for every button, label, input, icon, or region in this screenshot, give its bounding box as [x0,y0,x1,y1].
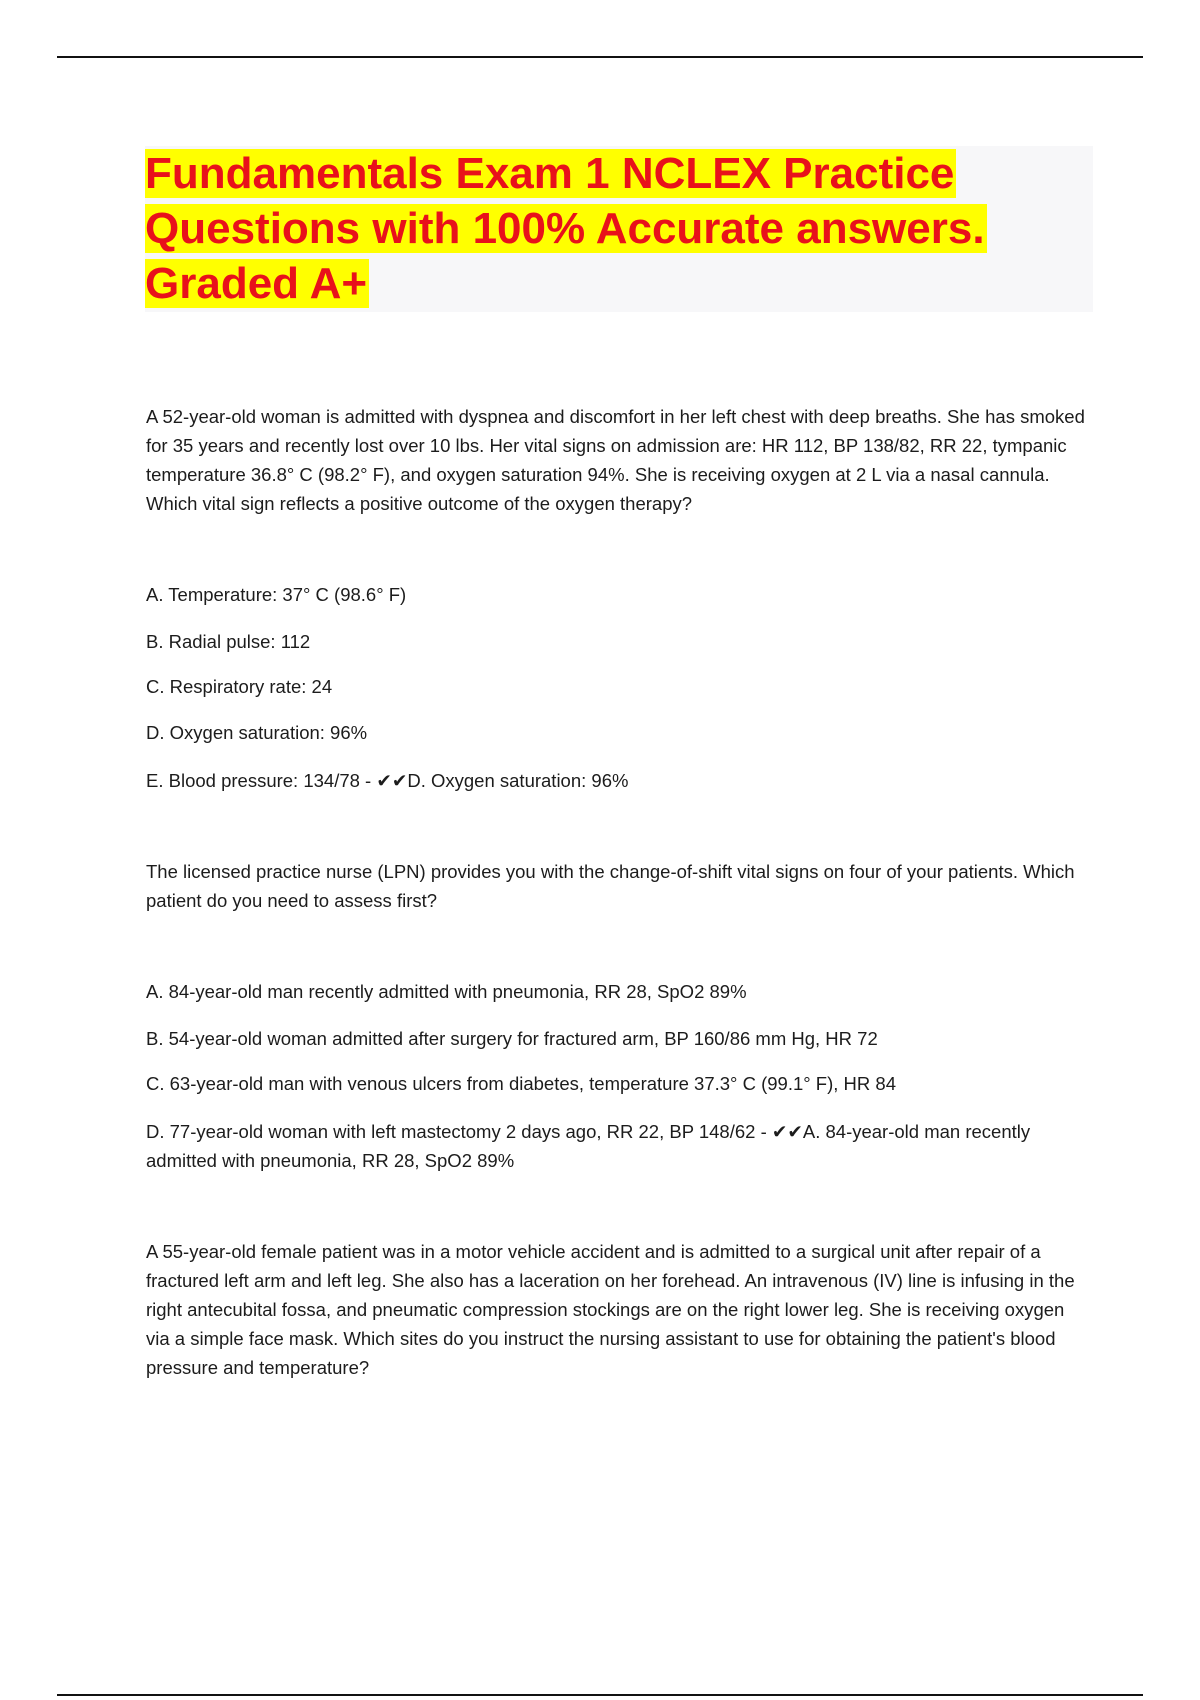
question-1-stem: A 52-year-old woman is admitted with dyspnea and discomfort in her left chest with deep breaths. She has smoked for 35 years and recently lost over 10 lbs. Her vital signs on admission are: HR 112, BP 138/82, RR 22, tympanic temperature 36.8° C (98.2° F), and oxygen saturation 94%. She is receiving oxygen at 2 L via a nasal cannula. Which vital sign reflects a positive outcome of the oxygen therapy? [146,406,1085,514]
footer-rule [57,1694,1143,1696]
question-1-option-a: A. Temperature: 37° C (98.6° F) [146,584,407,605]
question-1-option-e-answer: E. Blood pressure: 134/78 - ✔✔D. Oxygen saturation: 96% [146,770,629,791]
question-2-stem: The licensed practice nurse (LPN) provides you with the change-of-shift vital signs on four of your patients. Which patient do you need to assess first? [146,861,1075,911]
question-2-option-d-answer: D. 77-year-old woman with left mastectomy 2 days ago, RR 22, BP 148/62 - ✔✔A. 84-year-old man recently admitted with pneumonia, RR 28, SpO2 89% [146,1121,1031,1171]
title-line-2: Questions with 100% Accurate answers. [145,204,985,253]
question-2-option-a: A. 84-year-old man recently admitted with pneumonia, RR 28, SpO2 89% [146,981,747,1002]
question-3-stem: A 55-year-old female patient was in a motor vehicle accident and is admitted to a surgical unit after repair of a fractured left arm and left leg. She also has a laceration on her forehead. An intravenous (IV) line is infusing in the right antecubital fossa, and pneumatic compression stockings are on the right lower leg. She is receiving oxygen via a simple face mask. Which sites do you instruct the nursing assistant to use for obtaining the patient's blood pressure and temperature? [146,1241,1075,1378]
question-1-option-b: B. Radial pulse: 112 [146,631,311,652]
title-line-3: Graded A+ [145,259,368,308]
question-1-option-d: D. Oxygen saturation: 96% [146,722,368,743]
header-rule [57,56,1143,58]
question-2-option-c: C. 63-year-old man with venous ulcers from diabetes, temperature 37.3° C (99.1° F), HR 84 [146,1073,896,1094]
question-1-option-c: C. Respiratory rate: 24 [146,676,333,697]
title-line-1: Fundamentals Exam 1 NCLEX Practice [145,149,955,198]
document-title [145,146,1105,311]
question-2-option-b: B. 54-year-old woman admitted after surgery for fractured arm, BP 160/86 mm Hg, HR 72 [146,1028,878,1049]
